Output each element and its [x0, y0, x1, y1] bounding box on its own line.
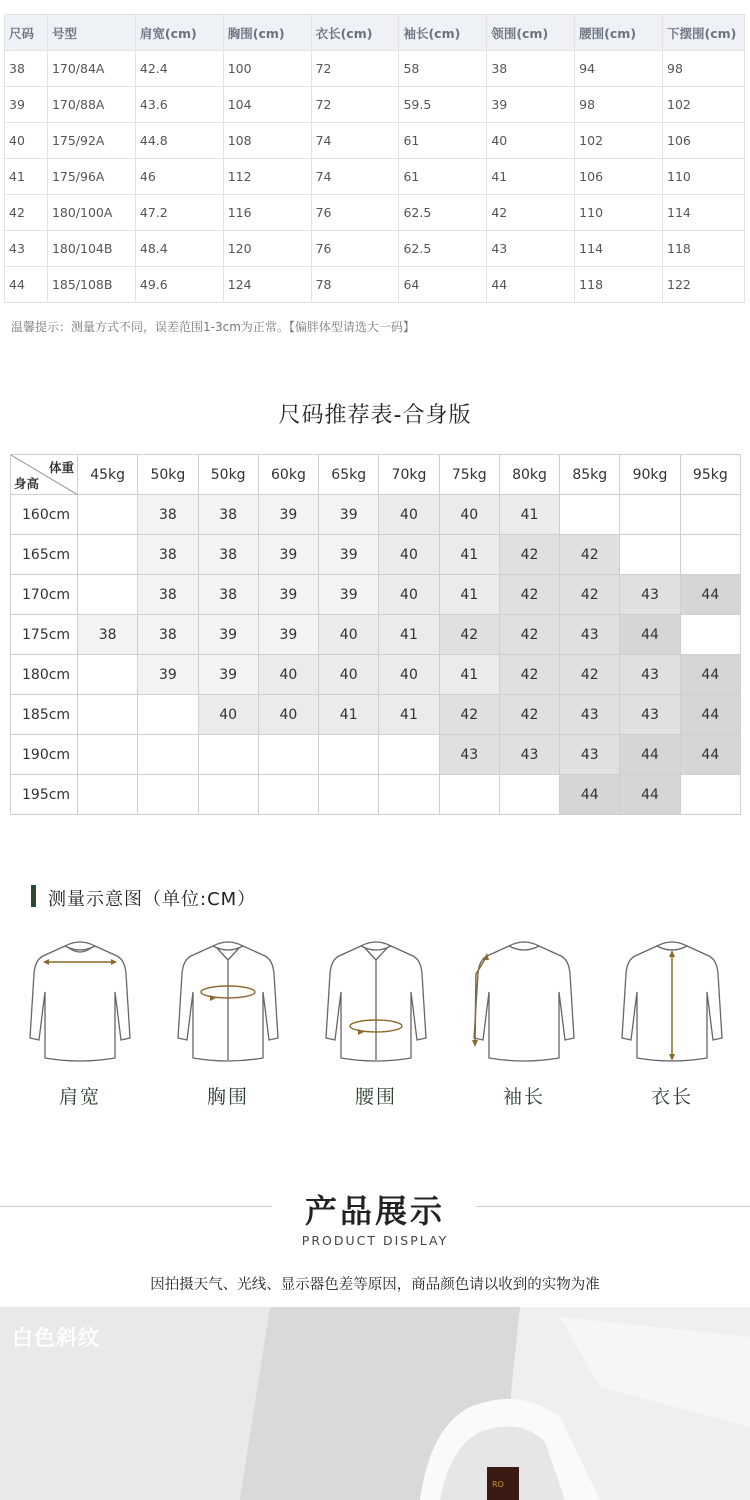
- spec-cell: 78: [311, 267, 399, 303]
- recommend-size-cell: 40: [319, 615, 379, 655]
- recommend-size-cell: 44: [620, 775, 680, 815]
- spec-cell: 114: [575, 231, 663, 267]
- spec-col-header: 下摆围(cm): [663, 15, 745, 51]
- color-name-label: 白色斜纹: [12, 1326, 100, 1350]
- recommend-size-cell: 42: [499, 575, 559, 615]
- recommend-size-cell: [680, 495, 740, 535]
- spec-cell: 74: [311, 123, 399, 159]
- recommend-size-cell: 41: [499, 495, 559, 535]
- spec-cell: 38: [5, 51, 48, 87]
- spec-cell: 185/108B: [47, 267, 135, 303]
- spec-cell: 98: [663, 51, 745, 87]
- spec-cell: 62.5: [399, 231, 487, 267]
- spec-cell: 110: [663, 159, 745, 195]
- recommend-size-cell: 39: [258, 535, 318, 575]
- recommend-row: [11, 575, 741, 615]
- spec-cell: 72: [311, 51, 399, 87]
- recommend-size-cell: 42: [499, 655, 559, 695]
- recommend-size-cell: [319, 775, 379, 815]
- spec-cell: 44.8: [135, 123, 223, 159]
- recommend-body: [11, 495, 741, 815]
- recommend-size-cell: [78, 655, 138, 695]
- spec-cell: 170/88A: [47, 87, 135, 123]
- recommend-size-cell: 43: [620, 655, 680, 695]
- spec-cell: 170/84A: [47, 51, 135, 87]
- weight-col-header: 85kg: [560, 455, 620, 495]
- recommend-title: 尺码推荐表-合身版: [278, 403, 472, 428]
- corner-cell: [11, 455, 78, 495]
- spec-cell: 76: [311, 231, 399, 267]
- recommend-size-cell: 39: [198, 615, 258, 655]
- recommend-size-cell: [620, 535, 680, 575]
- weight-col-header: 95kg: [680, 455, 740, 495]
- spec-cell: 43.6: [135, 87, 223, 123]
- recommend-size-cell: 41: [379, 615, 439, 655]
- spec-cell: 43: [487, 231, 575, 267]
- label-chest: 胸围: [206, 1086, 249, 1108]
- recommend-size-cell: 40: [258, 655, 318, 695]
- recommend-size-cell: 44: [680, 655, 740, 695]
- spec-row: [5, 231, 745, 267]
- recommend-size-cell: [680, 535, 740, 575]
- recommend-size-cell: [379, 775, 439, 815]
- spec-cell: 62.5: [399, 195, 487, 231]
- recommend-size-cell: 40: [379, 535, 439, 575]
- section-accent-bar: [31, 885, 36, 907]
- recommend-size-cell: 42: [560, 655, 620, 695]
- product-subtitle: PRODUCT DISPLAY: [301, 1233, 449, 1248]
- spec-cell: 98: [575, 87, 663, 123]
- weight-col-header: 75kg: [439, 455, 499, 495]
- recommend-size-cell: [138, 775, 198, 815]
- recommend-row: [11, 535, 741, 575]
- height-row-header: 170cm: [11, 575, 78, 615]
- recommend-row: [11, 655, 741, 695]
- spec-cell: 124: [223, 267, 311, 303]
- recommend-size-cell: [78, 535, 138, 575]
- recommend-size-cell: 42: [499, 535, 559, 575]
- recommend-size-cell: 38: [138, 615, 198, 655]
- recommend-size-cell: [198, 735, 258, 775]
- shirt-photo-illustration: [0, 1307, 750, 1500]
- recommend-size-cell: 39: [198, 655, 258, 695]
- shirt-waist-icon: [321, 940, 431, 1065]
- weight-col-header: 50kg: [138, 455, 198, 495]
- height-row-header: 160cm: [11, 495, 78, 535]
- recommend-size-cell: 39: [258, 575, 318, 615]
- weight-col-header: 65kg: [319, 455, 379, 495]
- recommend-size-cell: 40: [379, 575, 439, 615]
- spec-cell: 106: [575, 159, 663, 195]
- recommend-size-cell: [258, 775, 318, 815]
- height-row-header: 185cm: [11, 695, 78, 735]
- recommend-size-cell: 40: [379, 655, 439, 695]
- recommend-size-cell: 44: [680, 575, 740, 615]
- recommend-size-cell: 38: [198, 495, 258, 535]
- spec-cell: 44: [5, 267, 48, 303]
- recommend-size-cell: [680, 775, 740, 815]
- recommend-size-cell: [78, 695, 138, 735]
- recommend-size-cell: 43: [439, 735, 499, 775]
- spec-cell: 180/104B: [47, 231, 135, 267]
- recommend-size-cell: [319, 735, 379, 775]
- recommend-size-cell: 39: [138, 655, 198, 695]
- spec-cell: 116: [223, 195, 311, 231]
- spec-cell: 104: [223, 87, 311, 123]
- spec-cell: 58: [399, 51, 487, 87]
- weight-col-header: 80kg: [499, 455, 559, 495]
- spec-cell: 41: [5, 159, 48, 195]
- recommend-size-cell: [198, 775, 258, 815]
- recommend-size-cell: 43: [620, 575, 680, 615]
- recommend-size-cell: 38: [138, 575, 198, 615]
- label-waist: 腰围: [354, 1086, 397, 1108]
- spec-cell: 102: [663, 87, 745, 123]
- color-note: 因拍摄天气、光线、显示器色差等原因，商品颜色请以收到的实物为准: [150, 1277, 600, 1293]
- spec-col-header: 肩宽(cm): [135, 15, 223, 51]
- spec-cell: 106: [663, 123, 745, 159]
- recommend-size-cell: [138, 735, 198, 775]
- spec-cell: 175/92A: [47, 123, 135, 159]
- spec-cell: 118: [575, 267, 663, 303]
- recommend-size-cell: 42: [439, 695, 499, 735]
- recommend-size-cell: 38: [198, 535, 258, 575]
- spec-col-header: 袖长(cm): [399, 15, 487, 51]
- spec-cell: 38: [487, 51, 575, 87]
- spec-cell: 76: [311, 195, 399, 231]
- recommend-size-cell: 42: [560, 535, 620, 575]
- recommend-size-cell: 41: [319, 695, 379, 735]
- shirt-chest-icon: [173, 940, 283, 1065]
- recommend-size-cell: 41: [439, 655, 499, 695]
- spec-cell: 72: [311, 87, 399, 123]
- spec-cell: 74: [311, 159, 399, 195]
- spec-cell: 108: [223, 123, 311, 159]
- height-row-header: 175cm: [11, 615, 78, 655]
- recommend-size-cell: 44: [680, 695, 740, 735]
- spec-col-header: 腰围(cm): [575, 15, 663, 51]
- recommend-size-cell: 41: [439, 575, 499, 615]
- recommend-size-cell: 40: [379, 495, 439, 535]
- recommend-size-cell: 39: [319, 575, 379, 615]
- product-photo: [0, 1307, 750, 1500]
- recommend-size-cell: [620, 495, 680, 535]
- spec-row: [5, 51, 745, 87]
- recommend-size-cell: 41: [379, 695, 439, 735]
- height-row-header: 180cm: [11, 655, 78, 695]
- spec-row: [5, 87, 745, 123]
- recommend-row: [11, 695, 741, 735]
- spec-col-header: 衣长(cm): [311, 15, 399, 51]
- recommend-size-cell: [138, 695, 198, 735]
- recommend-size-cell: 40: [439, 495, 499, 535]
- recommend-row: [11, 775, 741, 815]
- weight-header: 体重: [48, 460, 74, 475]
- shirt-length-icon: [617, 940, 727, 1065]
- recommend-size-cell: 44: [620, 735, 680, 775]
- recommend-size-cell: [78, 495, 138, 535]
- recommend-size-cell: 39: [258, 495, 318, 535]
- spec-col-header: 尺码: [5, 15, 48, 51]
- spec-cell: 180/100A: [47, 195, 135, 231]
- spec-row: [5, 267, 745, 303]
- recommend-size-cell: 38: [198, 575, 258, 615]
- recommend-row: [11, 615, 741, 655]
- recommend-size-cell: 44: [680, 735, 740, 775]
- spec-cell: 40: [487, 123, 575, 159]
- spec-cell: 41: [487, 159, 575, 195]
- spec-body: [5, 51, 745, 303]
- recommend-size-cell: [78, 575, 138, 615]
- spec-cell: 175/96A: [47, 159, 135, 195]
- recommend-header-row: [11, 455, 741, 495]
- recommend-size-cell: 41: [439, 535, 499, 575]
- recommend-size-cell: [560, 495, 620, 535]
- spec-cell: 120: [223, 231, 311, 267]
- spec-cell: 122: [663, 267, 745, 303]
- spec-cell: 39: [5, 87, 48, 123]
- spec-row: [5, 123, 745, 159]
- recommend-size-cell: 38: [78, 615, 138, 655]
- spec-col-header: 号型: [47, 15, 135, 51]
- recommend-size-cell: 39: [258, 615, 318, 655]
- recommend-size-cell: 40: [198, 695, 258, 735]
- recommend-size-cell: 44: [560, 775, 620, 815]
- spec-row: [5, 195, 745, 231]
- spec-cell: 61: [399, 159, 487, 195]
- recommend-size-cell: 40: [319, 655, 379, 695]
- recommend-size-cell: 43: [499, 735, 559, 775]
- spec-cell: 42.4: [135, 51, 223, 87]
- recommend-size-cell: [78, 775, 138, 815]
- recommend-size-cell: 40: [258, 695, 318, 735]
- recommend-size-cell: 43: [560, 695, 620, 735]
- spec-cell: 64: [399, 267, 487, 303]
- spec-cell: 49.6: [135, 267, 223, 303]
- recommend-size-cell: [379, 735, 439, 775]
- spec-cell: 39: [487, 87, 575, 123]
- spec-cell: 44: [487, 267, 575, 303]
- label-sleeve: 袖长: [502, 1086, 545, 1108]
- spec-col-header: 领围(cm): [487, 15, 575, 51]
- recommend-size-cell: 42: [560, 575, 620, 615]
- spec-cell: 61: [399, 123, 487, 159]
- recommend-size-cell: 42: [439, 615, 499, 655]
- recommend-row: [11, 735, 741, 775]
- spec-cell: 46: [135, 159, 223, 195]
- spec-cell: 94: [575, 51, 663, 87]
- recommend-size-cell: [258, 735, 318, 775]
- measure-title: 测量示意图（单位:CM）: [48, 889, 257, 910]
- spec-cell: 110: [575, 195, 663, 231]
- height-row-header: 195cm: [11, 775, 78, 815]
- size-recommend-table: [10, 454, 741, 815]
- spec-cell: 42: [487, 195, 575, 231]
- weight-col-header: 45kg: [78, 455, 138, 495]
- recommend-size-cell: 42: [499, 695, 559, 735]
- spec-cell: 112: [223, 159, 311, 195]
- spec-cell: 40: [5, 123, 48, 159]
- recommend-size-cell: [78, 735, 138, 775]
- spec-cell: 43: [5, 231, 48, 267]
- spec-cell: 42: [5, 195, 48, 231]
- spec-col-header: 胸围(cm): [223, 15, 311, 51]
- recommend-size-cell: 43: [560, 615, 620, 655]
- spec-cell: 59.5: [399, 87, 487, 123]
- product-title: 产品展示: [304, 1192, 445, 1230]
- shirt-shoulder-icon: [25, 940, 135, 1065]
- recommend-size-cell: 42: [499, 615, 559, 655]
- recommend-size-cell: 43: [620, 695, 680, 735]
- recommend-size-cell: 38: [138, 495, 198, 535]
- weight-col-header: 50kg: [198, 455, 258, 495]
- height-row-header: 165cm: [11, 535, 78, 575]
- spec-cell: 114: [663, 195, 745, 231]
- label-length: 衣长: [650, 1086, 693, 1108]
- measurement-tip: 温馨提示：测量方式不同，误差范围1-3cm为正常。【偏胖体型请选大一码】: [11, 320, 415, 334]
- recommend-size-cell: 44: [620, 615, 680, 655]
- spec-cell: 47.2: [135, 195, 223, 231]
- recommend-size-cell: 39: [319, 535, 379, 575]
- recommend-size-cell: 43: [560, 735, 620, 775]
- height-row-header: 190cm: [11, 735, 78, 775]
- shirt-sleeve-icon: [469, 940, 579, 1065]
- recommend-size-cell: 38: [138, 535, 198, 575]
- label-shoulder: 肩宽: [58, 1086, 101, 1108]
- recommend-size-cell: [680, 615, 740, 655]
- recommend-size-cell: 39: [319, 495, 379, 535]
- spec-cell: 100: [223, 51, 311, 87]
- spec-cell: 102: [575, 123, 663, 159]
- spec-row: [5, 159, 745, 195]
- height-header: 身高: [14, 476, 40, 491]
- recommend-size-cell: [439, 775, 499, 815]
- spec-header-row: [5, 15, 745, 51]
- spec-cell: 118: [663, 231, 745, 267]
- spec-cell: 48.4: [135, 231, 223, 267]
- recommend-row: [11, 495, 741, 535]
- weight-col-header: 70kg: [379, 455, 439, 495]
- recommend-size-cell: [499, 775, 559, 815]
- weight-col-header: 90kg: [620, 455, 680, 495]
- size-spec-table: [4, 14, 745, 303]
- svg-text:RO: RO: [492, 1480, 504, 1489]
- weight-col-header: 60kg: [258, 455, 318, 495]
